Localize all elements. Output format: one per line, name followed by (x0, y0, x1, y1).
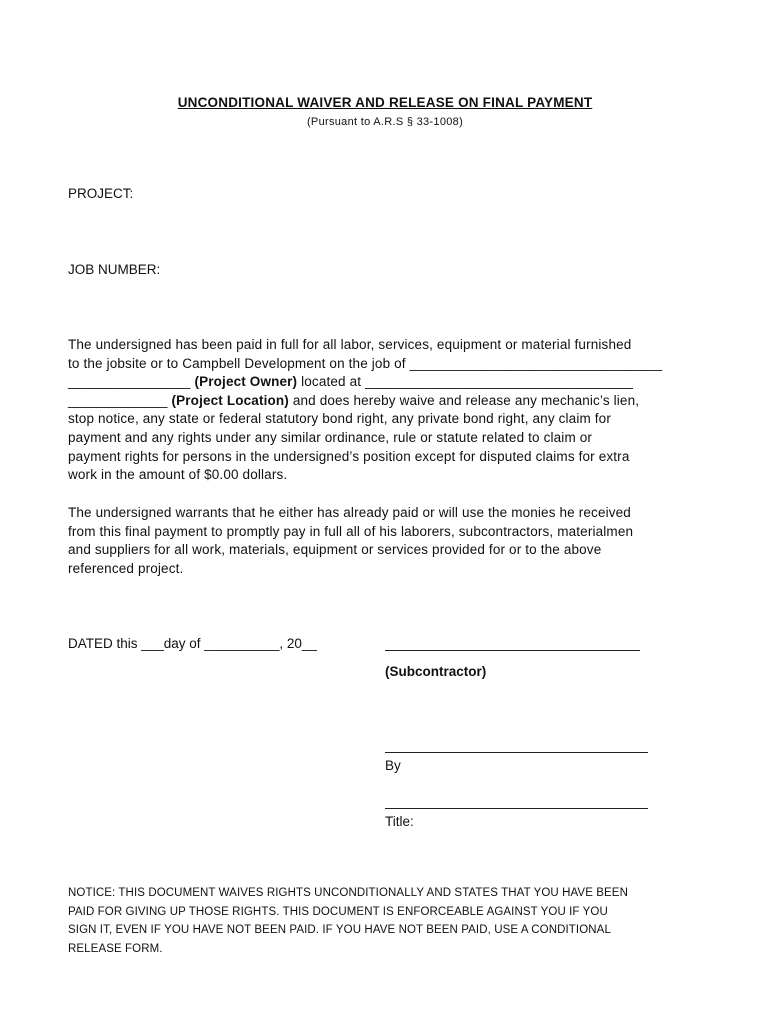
paragraph-line (68, 392, 708, 411)
warranty-paragraph (68, 504, 708, 578)
paragraph-line: to the jobsite or to Campbell Development on the job of _________________________________ (68, 355, 663, 371)
paragraph-line: work in the amount of $0.00 dollars. (68, 467, 288, 483)
paragraph-line: The undersigned has been paid in full for all labor, services, equipment or material furnished (68, 337, 632, 352)
notice-line: SIGN IT, EVEN IF YOU HAVE NOT BEEN PAID. IF YOU HAVE NOT BEEN PAID, USE A CONDITIONAL (68, 924, 611, 936)
payment-paragraph (68, 336, 708, 485)
dated-line: DATED this ___day of __________, 20__ (68, 636, 317, 651)
document-subtitle: (Pursuant to A.R.S § 33-1008) (306, 116, 464, 128)
title-label: Title: (385, 814, 414, 829)
subcontractor-label: (Subcontractor) (385, 664, 487, 679)
subcontractor-signature-line (385, 650, 640, 652)
waiver-text: and does hereby waive and release any mechanic’s lien, (288, 392, 640, 408)
by-label: By (385, 758, 401, 773)
paragraph-line: The undersigned warrants that he either has already paid or will use the monies he received (68, 505, 631, 520)
paragraph-line: referenced project. (68, 560, 184, 576)
notice-text (68, 884, 708, 958)
paragraph-line: payment and any rights under any similar ordinance, rule or statute related to claim or (68, 429, 593, 445)
document-title: UNCONDITIONAL WAIVER AND RELEASE ON FINAL PAYMENT (177, 95, 593, 110)
by-signature-line (385, 752, 648, 754)
title-signature-line (385, 808, 648, 810)
paragraph-line (68, 373, 708, 392)
paragraph-line: from this final payment to promptly pay in full all of his laborers, subcontractors, materialmen (68, 523, 634, 539)
project-owner-label: (Project Owner) (194, 374, 298, 390)
location-blank: located at ___________________________________ (297, 374, 634, 390)
notice-line: PAID FOR GIVING UP THOSE RIGHTS. THIS DOCUMENT IS ENFORCEABLE AGAINST YOU IF YOU (68, 905, 608, 918)
paragraph-line: stop notice, any state or federal statutory bond right, any private bond right, any claim for (68, 411, 611, 427)
project-location-label: (Project Location) (171, 392, 289, 408)
project-location-blank: _____________ (68, 392, 172, 408)
paragraph-line: payment rights for persons in the undersigned’s position except for disputed claims for extra (68, 448, 630, 464)
job-number-label: JOB NUMBER: (68, 262, 161, 277)
paragraph-line: and suppliers for all work, materials, equipment or services provided for or to the above (68, 542, 602, 558)
notice-line: NOTICE: THIS DOCUMENT WAIVES RIGHTS UNCONDITIONALLY AND STATES THAT YOU HAVE BEEN (68, 887, 628, 899)
notice-line: RELEASE FORM. (68, 942, 163, 955)
project-label: PROJECT: (68, 186, 134, 201)
project-owner-blank: ________________ (68, 374, 195, 390)
